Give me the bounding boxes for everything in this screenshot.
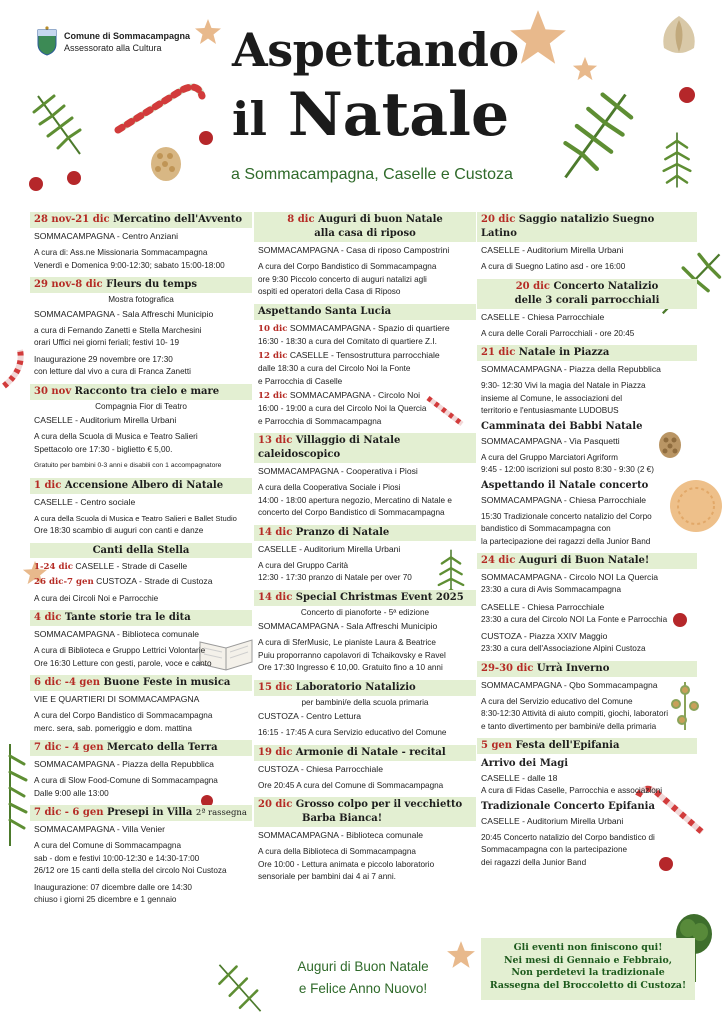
event-location: SOMMACAMPAGNA - Casa di riposo Campostrini [258,245,450,255]
event-location: SOMMACAMPAGNA - Piazza della Repubblica [34,759,214,769]
event-card [30,805,252,906]
candy-cane-icon [112,76,208,136]
event-title: Festa dell'Epifania [515,740,620,751]
event-title: Fleurs du temps [106,279,197,290]
event-card [477,738,697,868]
event-card [30,212,252,271]
event-location: SOMMACAMPAGNA - Centro Anziani [34,231,179,241]
event-text: A cura di Suegno Latino asd - ore 16:00 [481,262,626,271]
event-text: 20:45 Concerto natalizio del Corpo bandistico di [481,832,655,842]
event-text: A cura delle Corali Parrocchiali - ore 20:45 [481,328,635,338]
event-header [254,745,476,761]
event-location: CASELLE - Auditorium Mirella Urbani [481,245,624,255]
event-card [30,384,252,472]
event-location-text: CASELLE - Strade di Caselle [75,560,188,571]
event-location: CASELLE - Auditorium Mirella Urbani [34,415,177,425]
event-text: 16:00 - 19:00 a cura del Circolo Noi la Quercia [258,404,427,413]
event-title: Pranzo di Natale [295,526,390,538]
event-title: Saggio natalizio Suegno Latino [481,214,655,239]
event-location: SOMMACAMPAGNA - Cooperativa i Piosi [258,466,418,476]
event-subtitle: Tradizionale Concerto Epifania [481,800,655,812]
event-title: Auguri di buon Natale [318,214,443,225]
event-location: SOMMACAMPAGNA - Via Pasquetti [481,435,620,446]
event-text: Ore 18:30 scambio di auguri con canti e danze [34,526,204,535]
event-text: Sommacampagna con la partecipazione [481,845,628,854]
event-text: Gratuito per bambini 0-3 anni e disabili con 1 accompagnatore [34,462,222,469]
ornament-ball-icon [66,170,82,186]
pine-cone-icon [656,12,702,56]
event-text: Inaugurazione: 07 dicembre dalle ore 14:30 [34,882,192,892]
event-location: SOMMACAMPAGNA - Chiesa Parrocchiale [481,494,647,505]
event-card [254,433,476,519]
event-location [254,387,476,402]
event-subtitle: Arrivo dei Magi [481,758,569,769]
promo-box [481,938,695,1000]
event-title: Natale in Piazza [518,347,610,358]
event-text: Ore 10:00 - Lettura animata e piccolo laboratorio [258,859,435,869]
event-text: dei ragazzi della Junior Band [481,857,587,867]
event-text: Ore 16:30 Letture con gesti, parole, voce e canto [34,658,212,668]
event-card [254,680,476,739]
event-date: 12 dic [258,391,288,401]
event-text: merc. sera, sab. pomeriggio e dom. mattina [34,723,192,733]
event-date: 19 dic [258,746,293,758]
event-date: 7 dic - 6 gen [34,807,104,818]
event-title: Armonie di Natale - recital [295,746,446,758]
event-header [254,212,476,242]
ornament-ball-icon [28,176,44,192]
event-title: Accensione Albero di Natale [64,479,224,491]
event-text: A cura di: Ass.ne Missionaria Sommacampagna [34,248,208,257]
event-text: la partecipazione dei ragazzi della Junior Band [481,536,651,546]
event-header [477,279,697,309]
event-subtitle: Mostra fotografica [108,295,174,304]
event-title: Buone Feste in musica [103,677,231,688]
event-text: concerto del Corpo Bandistico di Sommacampagna [258,508,445,517]
event-card [477,345,697,547]
event-text: Spettacolo ore 17:30 - biglietto € 5,00. [34,444,173,454]
pine-cone-icon [148,144,184,184]
event-title-line2: delle 3 corali parrocchiali [514,294,660,306]
event-location: SOMMACAMPAGNA - Biblioteca comunale [258,830,424,840]
event-header [254,525,476,541]
event-card [477,661,697,733]
event-text: dalle 18:30 a cura del Circolo Noi la Fonte [258,364,411,373]
event-title: Special Christmas Event 2025 [295,591,464,603]
event-text: Venerdì e Domenica 9:00-12:30; sabato 15:00-18:00 [34,260,225,270]
event-text: A cura del Corpo Bandistico di Sommacampagna [34,711,213,720]
event-date: 14 dic [258,591,293,603]
event-text: e Parrocchia di Sommacampagna [258,416,382,426]
event-location: CASELLE - dalle 18 [481,773,558,783]
event-date: 28 nov-21 dic [34,214,110,225]
star-icon [572,56,598,82]
event-text: ore 9:30 Piccolo concerto di auguri natalizi agli [258,274,427,284]
event-text: A cura del Gruppo Marciatori Agriform [481,452,618,462]
event-text: A cura di Biblioteca e Gruppo Lettrici Volontarie [34,646,206,655]
event-subtitle: Camminata dei Babbi Natale [481,420,643,432]
event-title-line2: Barba Bianca! [302,813,383,824]
event-text: sensoriale per bambini dai 4 ai 7 anni. [258,872,396,881]
event-text: e Parrocchia di Caselle [258,376,343,386]
event-location: CASELLE - Chiesa Parrocchiale [481,311,605,322]
event-location [30,558,252,573]
event-title: Auguri di Buon Natale! [518,555,650,566]
star-icon [194,18,222,46]
event-text: con letture dal vivo a cura di Franca Zanetti [34,367,192,376]
event-date: 29 nov-8 dic [34,279,103,290]
event-date: 5 gen [481,740,513,751]
event-header [477,553,697,569]
event-header [30,212,252,228]
event-card [477,553,697,655]
event-location-text: CASELLE - Tensostruttura parrocchiale [289,350,440,360]
event-card [30,610,252,669]
promo-line3: Non perdetevi la tradizionale [511,967,665,978]
event-text: e tanto divertimento per bambini/e della primaria [481,721,657,731]
event-date: 26 dic-7 gen [34,576,94,587]
event-text: territorio e l'entusiasmante LUDOBUS [481,406,619,415]
event-date: 30 nov [34,385,72,397]
event-location: SOMMACAMPAGNA - Piazza della Repubblica [481,364,661,374]
event-title: Racconto tra cielo e mare [74,385,220,397]
event-text: ospiti ed operatori della Casa di Riposo [258,287,401,296]
event-title: Aspettando Santa Lucia [254,304,476,320]
event-header [30,805,252,821]
event-location [30,573,252,588]
page-title-line1: Aspettando [232,23,519,77]
column-2 [254,212,476,889]
event-text: Inaugurazione 29 novembre ore 17:30 [34,354,173,364]
event-text: Dalle 9:00 alle 13:00 [34,788,109,798]
event-header [30,384,252,400]
event-text: Puiu proporranno capolavori di Tchaikovsky e Ravel [258,650,446,660]
event-location: CASELLE - Auditorium Mirella Urbani [481,815,624,826]
org-dept: Assessorato alla Cultura [64,43,162,53]
pine-branch-icon [544,86,644,186]
event-text: 15:30 Tradizionale concerto natalizio del Corpo [481,511,652,521]
event-header [30,277,252,293]
coat-of-arms-icon [36,26,58,56]
ornament-ball-icon [198,130,214,146]
event-edition: 2ª rassegna [195,808,247,818]
event-location: CASELLE - Chiesa Parrocchiale [481,601,605,612]
event-location: SOMMACAMPAGNA - Circolo NOI La Quercia [481,572,659,582]
event-text: A cura del Gruppo Carità [258,560,349,570]
promo-line2: Nei mesi di Gennaio e Febbraio, [503,954,673,966]
event-header [30,610,252,626]
event-text: Ore 20:45 A cura del Comune di Sommacampagna [258,780,444,790]
event-card [254,797,476,883]
event-text: A cura di SferMusic, Le pianiste Laura & Beatrice [258,638,436,647]
event-date: 14 dic [258,526,293,538]
event-text: 8:30-12:30 Attività di aiuto compiti, giochi, laboratori [481,709,669,718]
event-text: sab - dom e festivi 10:00-12:30 e 14:30-17:00 [34,853,200,863]
event-title: Laboratorio Natalizio [295,681,416,693]
event-subtitle: Compagnia Fior di Teatro [95,401,187,411]
event-text: orari Uffici nei giorni feriali; festivi 10- 19 [34,338,180,347]
event-text: 9:30- 12:30 Vivi la magia del Natale in Piazza [481,381,646,390]
event-location-text: SOMMACAMPAGNA - Spazio di quartiere [289,322,450,333]
event-text: chiuso i giorni 25 dicembre e 1 gennaio [34,895,177,904]
event-date: 20 dic [258,799,293,810]
column-1 [30,212,252,912]
greeting-line1: Auguri di Buon Natale [297,959,429,974]
event-location: SOMMACAMPAGNA - Sala Affreschi Municipio [258,621,438,631]
event-card [254,525,476,584]
star-icon [446,940,476,970]
event-location: CUSTOZA - Centro Lettura [258,711,362,721]
event-date: 7 dic - 4 gen [34,742,104,753]
page-title-line2 [232,80,509,154]
event-title: Grosso colpo per il vecchietto [295,799,463,810]
title-word-natale: Natale [287,80,510,150]
event-header [477,661,697,677]
event-text: A cura di Fidas Caselle, Parrocchia e associazioni [481,786,663,795]
event-header [30,740,252,756]
event-location-text: SOMMACAMPAGNA - Circolo Noi [289,390,421,400]
event-location: SOMMACAMPAGNA - Sala Affreschi Municipio [34,308,214,319]
org-name: Comune di Sommacampagna [64,31,191,41]
event-date: 29-30 dic [481,662,534,674]
event-card [30,277,252,378]
event-header [477,738,697,754]
event-text: A cura del Corpo Bandistico di Sommacampagna [258,262,437,271]
event-card [477,212,697,273]
event-date: 6 dic -4 gen [34,677,101,688]
event-header [30,478,252,494]
event-title: Canti della Stella [30,543,252,558]
event-date: 13 dic [258,435,293,446]
event-date: 4 dic [34,612,62,623]
event-text: 23:30 a cura di Avis Sommacampagna [481,585,622,594]
event-title: Mercato della Terra [106,742,218,753]
event-header [254,433,476,463]
event-text: Ore 17:30 Ingresso € 10,00. Gratuito fino a 10 anni [258,663,443,672]
event-location: CUSTOZA - Piazza XXIV Maggio [481,631,608,641]
pine-branch-icon [652,120,702,200]
event-title: Mercatino dell'Avvento [113,214,243,225]
event-date: 21 dic [481,347,516,358]
event-date: 20 dic [481,214,516,225]
event-card [254,590,476,674]
event-text: 12:30 - 17:30 pranzo di Natale per over 70 [258,573,412,582]
event-header [477,212,697,242]
event-title: Concerto Natalizio [553,280,659,292]
pine-branch-icon [0,740,30,850]
event-text: A cura della Cooperativa Sociale i Piosi [258,483,401,492]
column-3 [477,212,697,874]
pine-branch-icon [30,90,90,160]
event-text: A cura di Slow Food-Comune di Sommacampagna [34,776,218,785]
title-word-il: il [232,92,267,146]
event-location: SOMMACAMPAGNA - Villa Venier [34,824,166,834]
event-card [254,745,476,792]
event-text: insieme al Comune, le associazioni del [481,393,623,403]
event-subtitle: Aspettando il Natale concerto [481,479,649,491]
event-date: 10 dic [258,323,288,334]
event-card [30,675,252,734]
event-text: A cura della Biblioteca di Sommacampagna [258,847,416,856]
event-title: Villaggio di Natale caleidoscopico [258,435,401,460]
ornament-ball-icon [678,86,696,104]
event-title: Presepi in Villa [106,807,193,818]
event-text: A cura del Servizio educativo del Comune [481,696,633,706]
promo-line4: Rassegna del Broccoletto di Custoza! [489,979,687,991]
event-text: A cura del Comune di Sommacampagna [34,841,181,850]
event-location: SOMMACAMPAGNA - Biblioteca comunale [34,629,200,639]
event-header [254,590,476,606]
event-location: VIE E QUARTIERI DI SOMMACAMPAGNA [34,694,200,704]
event-date: 1-24 dic [34,561,74,572]
event-date: 12 dic [258,351,288,361]
event-card [477,279,697,340]
event-title-line2: alla casa di riposo [314,228,416,239]
event-card [30,543,252,605]
event-date: 1 dic [34,479,62,491]
candy-cane-icon [0,340,30,390]
event-subtitle: Concerto di pianoforte - 5ª edizione [300,607,430,617]
event-text: a cura di Fernando Zanetti e Stella Marchesini [34,325,202,335]
event-location-text: CUSTOZA - Strade di Custoza [96,575,213,586]
event-text: A cura dei Circoli Noi e Parrocchie [34,593,159,603]
pine-branch-icon [204,958,276,1018]
event-text: 16:30 - 18:30 a cura del Comitato di quartiere Z.I. [258,336,437,346]
event-location [254,347,476,362]
event-text: 14:00 - 18:00 apertura negozio, Mercatino di Natale e [258,495,452,505]
event-date: 15 dic [258,681,293,693]
event-title: Tante storie tra le dita [64,612,191,623]
event-location: CASELLE - Auditorium Mirella Urbani [258,543,401,554]
event-location: CUSTOZA - Chiesa Parrocchiale [258,763,383,774]
event-date: 8 dic [287,214,315,225]
event-location: CASELLE - Centro sociale [34,496,136,507]
event-header [254,797,476,827]
season-greeting [288,956,438,1000]
event-header [477,345,697,361]
event-subtitle: per bambini/e della scuola primaria [301,697,429,707]
event-title: Urrà Inverno [536,662,610,674]
event-card [30,478,252,537]
event-date: 24 dic [481,555,516,566]
event-header [254,680,476,696]
event-text: A cura della Scuola di Musica e Teatro Salieri e Ballet Studio [34,513,237,523]
event-text: bandistico di Sommacampagna con [481,524,611,533]
promo-line1: Gli eventi non finiscono qui! [513,942,663,953]
event-text: 26/12 ore 15 canti della stella del circolo Noi Custoza [34,866,227,875]
event-card [30,740,252,799]
event-text: 23:30 a cura del Circolo NOI La Fonte e Parrocchia [481,614,668,624]
event-text: 23:30 a cura dell'Associazione Alpini Custoza [481,644,646,653]
event-date: 20 dic [515,280,550,292]
event-location: SOMMACAMPAGNA - Qbo Sommacampagna [481,679,658,690]
org-block [64,30,190,54]
event-text: 16:15 - 17:45 A cura Servizio educativo del Comune [258,728,447,737]
greeting-line2: e Felice Anno Nuovo! [298,981,428,996]
event-card [254,304,476,428]
event-card [254,212,476,298]
event-header [30,675,252,691]
event-text: 9:45 - 12:00 iscrizioni sul posto 8:30 - 9:30 (2 €) [481,465,654,474]
event-location [254,320,476,335]
event-text: A cura della Scuola di Musica e Teatro Salieri [34,432,198,441]
subtitle: a Sommacampagna, Caselle e Custoza [231,166,513,183]
